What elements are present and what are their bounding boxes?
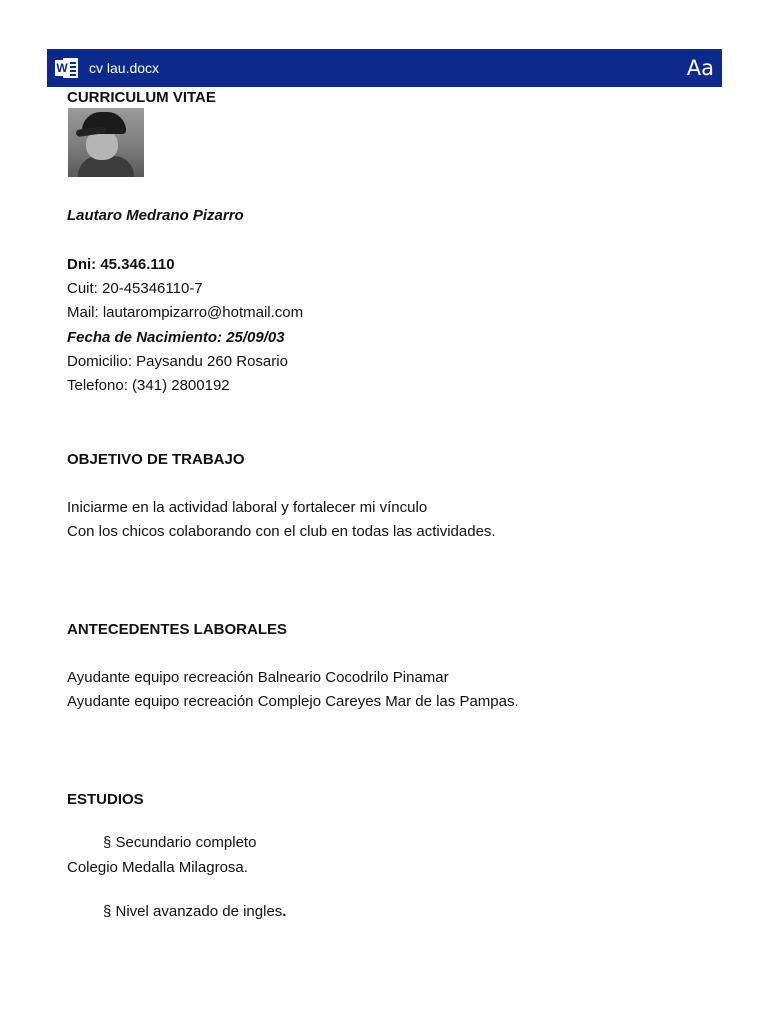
dni-line: Dni: 45.346.110 [67,256,175,273]
person-name: Lautaro Medrano Pizarro [67,207,244,224]
objective-text-line2: Con los chicos colaborando con el club en todas las actividades. [67,523,496,540]
font-size-button[interactable]: Aa [686,56,714,80]
document-title: CURRICULUM VITAE [67,89,216,106]
profile-photo [68,108,144,177]
work-heading: ANTECEDENTES LABORALES [67,621,288,638]
word-icon: W [55,57,79,79]
work-item-1: Ayudante equipo recreación Balneario Cocodrilo Pinamar [67,669,449,686]
address-line: Domicilio: Paysandu 260 Rosario [67,353,288,370]
work-item-2: Ayudante equipo recreación Complejo Careyes Mar de las Pampas. [67,693,519,710]
phone-line: Telefono: (341) 2800192 [67,377,230,394]
studies-item-2-period: . [282,903,287,920]
studies-item-1: § Secundario completo [103,834,257,851]
birth-date-line: Fecha de Nacimiento: 25/09/03 [67,329,285,346]
studies-item-2-text: § Nivel avanzado de ingles [103,903,283,920]
document-filename: cv lau.docx [89,60,160,76]
objective-heading: OBJETIVO DE TRABAJO [67,451,245,468]
studies-item-1-detail: Colegio Medalla Milagrosa. [67,859,248,876]
title-bar [47,49,722,87]
cuit-line: Cuit: 20-45346110-7 [67,280,203,297]
mail-line: Mail: lautarompizarro@hotmail.com [67,304,304,321]
objective-text-line1: Iniciarme en la actividad laboral y fortalecer mi vínculo [67,499,428,516]
studies-heading: ESTUDIOS [67,791,144,808]
studies-item-2 [103,902,286,922]
